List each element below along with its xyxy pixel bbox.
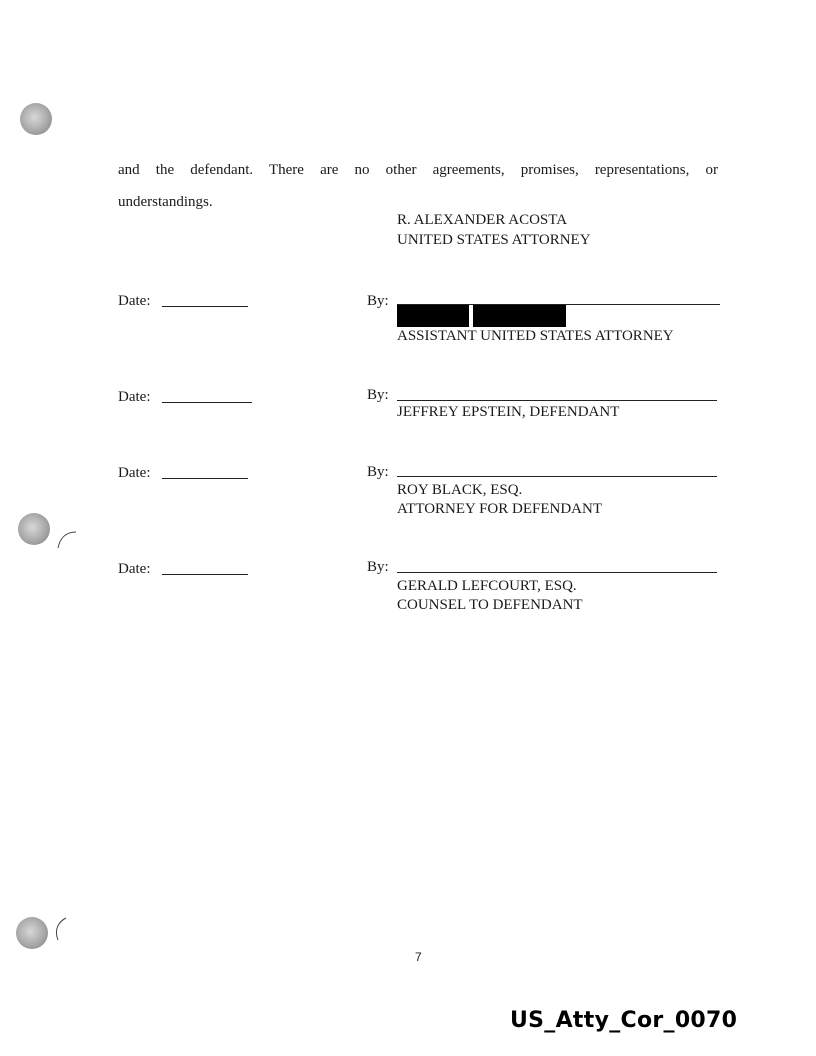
date-label-1: Date: (118, 293, 151, 309)
signer-title-2: JEFFREY EPSTEIN, DEFENDANT (397, 404, 620, 420)
signer-name-3: ROY BLACK, ESQ. (397, 482, 523, 498)
agreement-text-line2: understandings. (118, 194, 213, 210)
signer-title-3: ATTORNEY FOR DEFENDANT (397, 501, 603, 517)
by-label-4: By: (367, 559, 389, 575)
bates-number: US_Atty_Cor_0070 (510, 1008, 738, 1033)
date-line-3 (162, 478, 248, 479)
scan-mark-bottom (48, 914, 78, 944)
date-label-4: Date: (118, 561, 151, 577)
us-attorney-name: R. ALEXANDER ACOSTA (397, 212, 568, 228)
signature-line-3 (397, 476, 717, 477)
date-label-2: Date: (118, 389, 151, 405)
signer-name-4: GERALD LEFCOURT, ESQ. (397, 578, 577, 594)
signature-line-2 (397, 400, 717, 401)
by-label-2: By: (367, 387, 389, 403)
signer-title-1: ASSISTANT UNITED STATES ATTORNEY (397, 328, 674, 344)
by-label-3: By: (367, 464, 389, 480)
agreement-text-line1: and the defendant. There are no other agreements, promises, representations, or (118, 162, 718, 178)
page-number: 7 (415, 950, 422, 964)
redaction-block-1a (397, 305, 469, 327)
punch-hole-middle (18, 513, 50, 545)
us-attorney-title: UNITED STATES ATTORNEY (397, 232, 591, 248)
date-line-2 (162, 402, 252, 403)
punch-hole-top (20, 103, 52, 135)
signer-title-4: COUNSEL TO DEFENDANT (397, 597, 583, 613)
date-line-1 (162, 306, 248, 307)
date-line-4 (162, 574, 248, 575)
punch-hole-bottom (16, 917, 48, 949)
date-label-3: Date: (118, 465, 151, 481)
redaction-block-1b (473, 305, 566, 327)
signature-line-4 (397, 572, 717, 573)
scan-mark-middle (52, 528, 82, 552)
by-label-1: By: (367, 293, 389, 309)
